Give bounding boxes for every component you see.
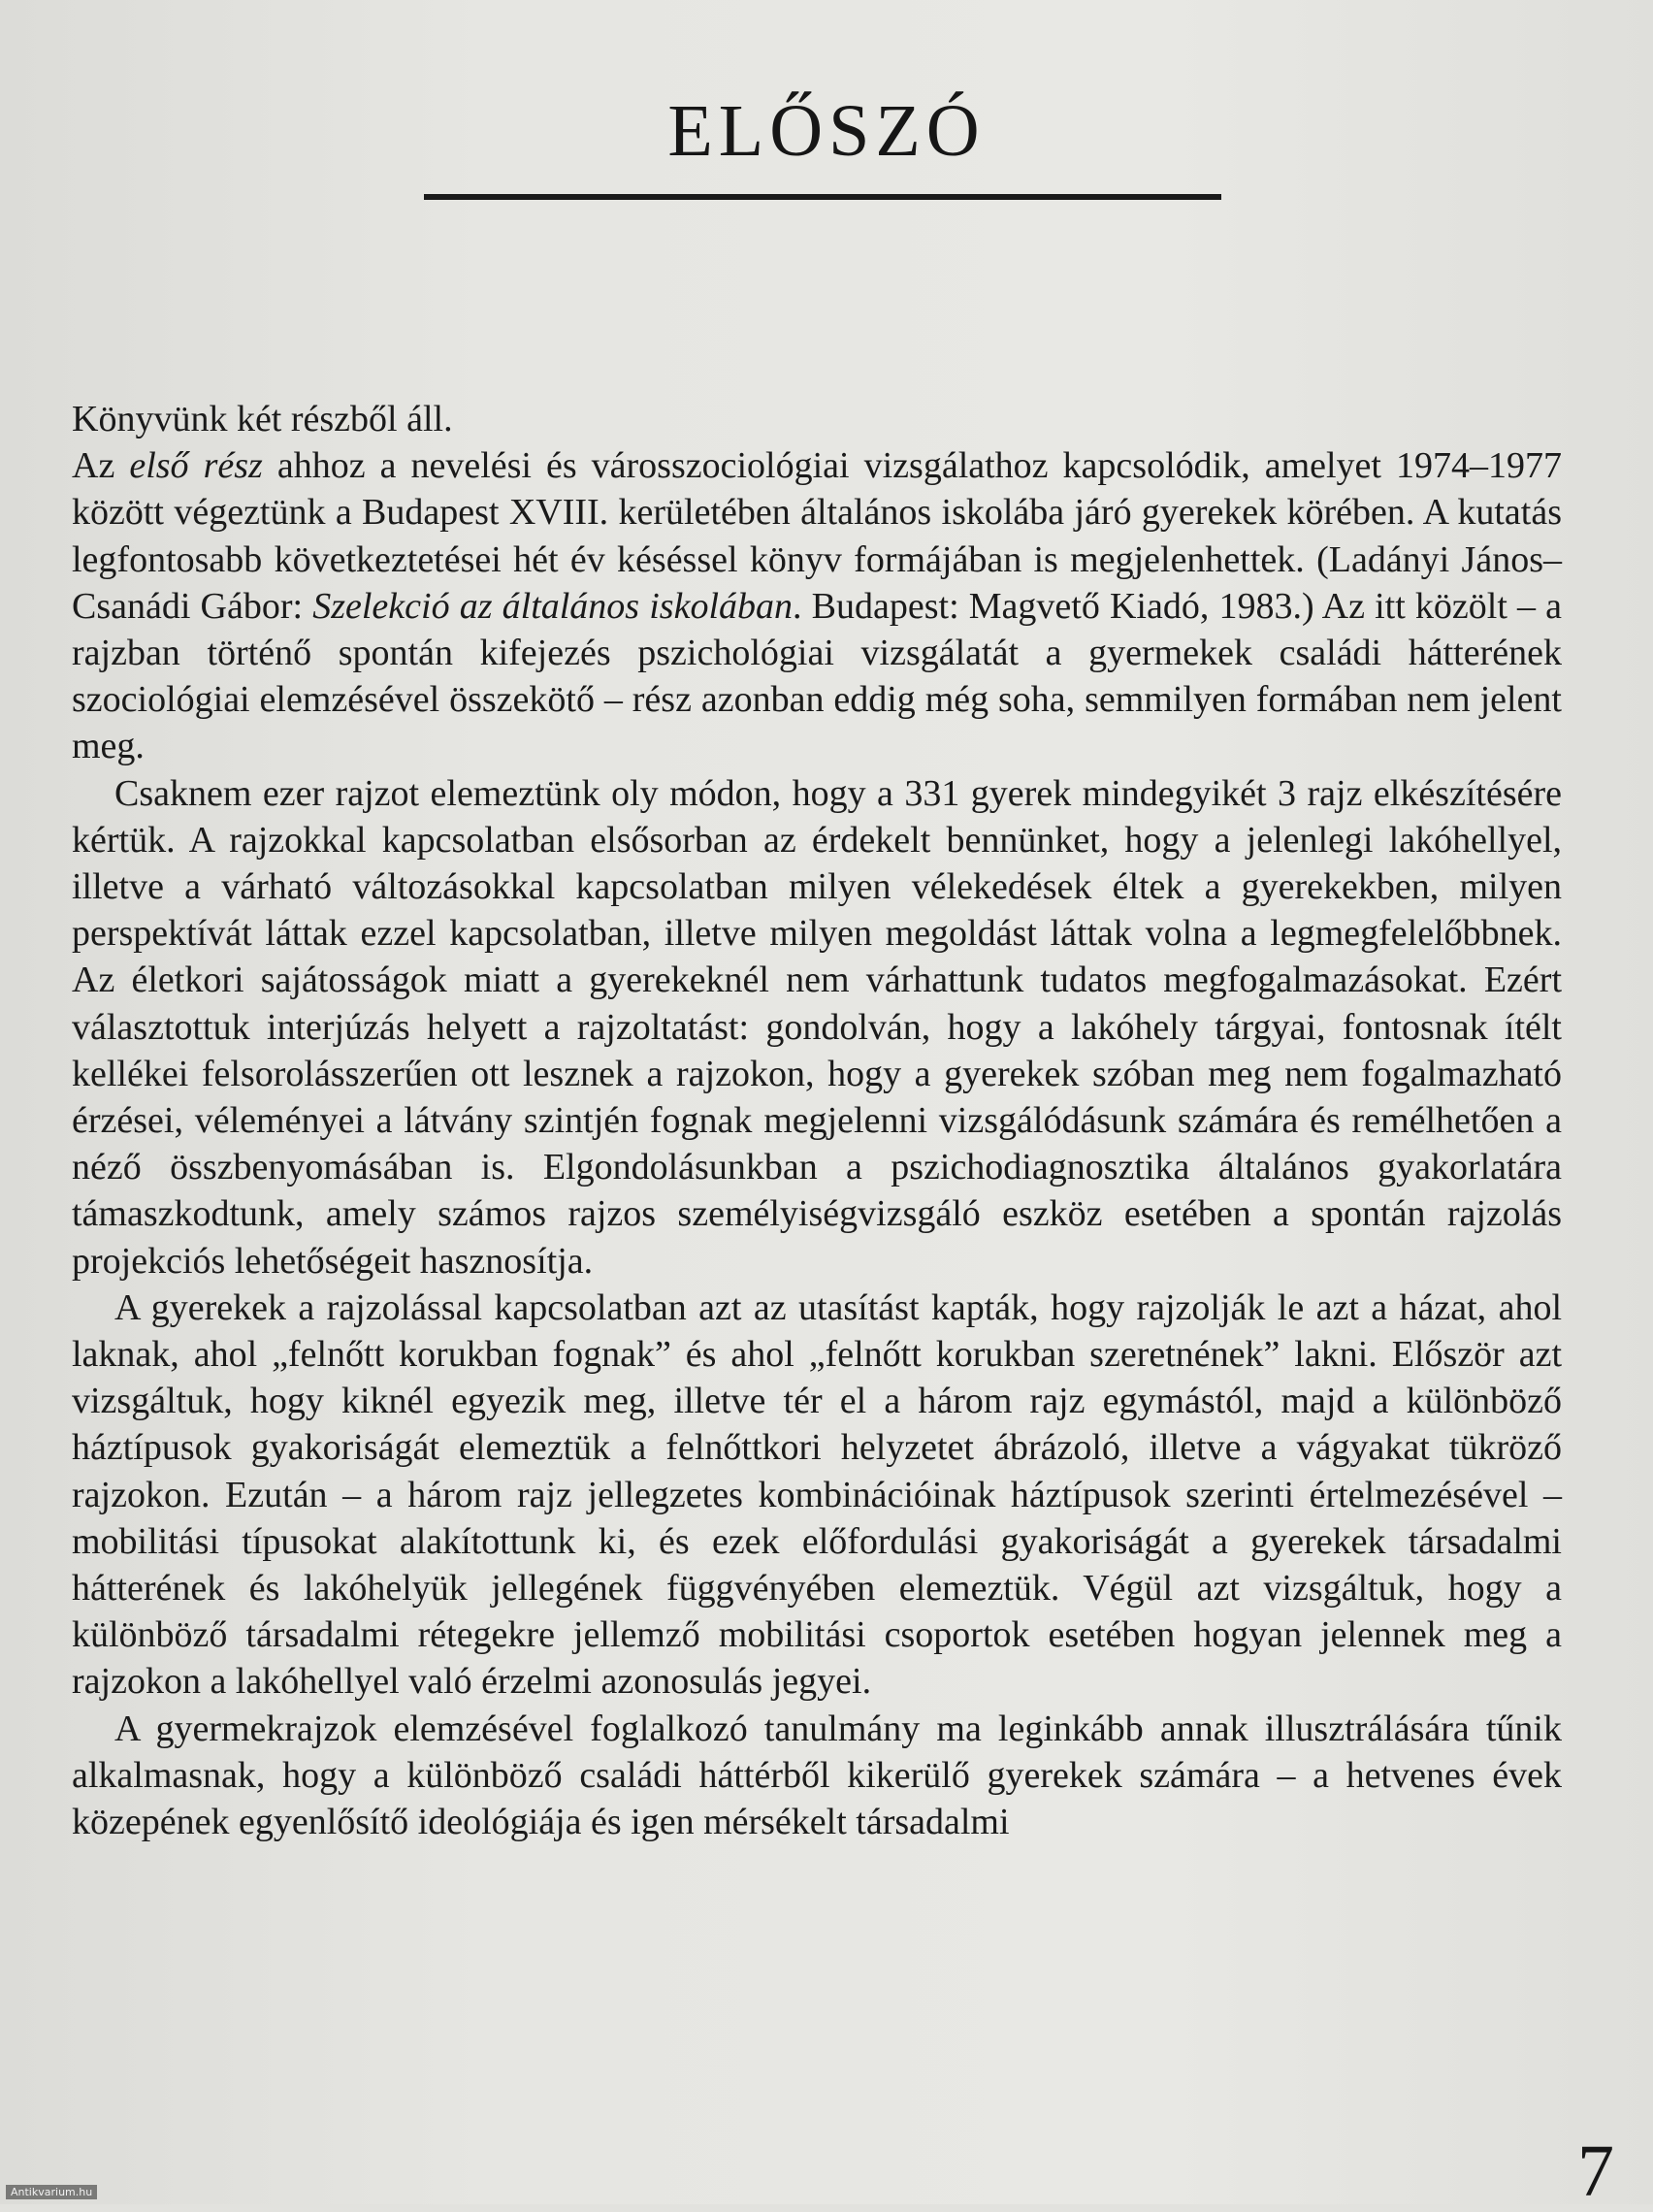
- watermark-label: Antikvarium.hu: [6, 2185, 97, 2199]
- paragraph-5: A gyermekrajzok elemzésével foglalkozó tanulmány ma leginkább annak illusztrálására tűnik alkalmasnak, hogy a különböző családi háttérből kikerülő gyerekek számára – a hetvenes évek közepének egyenlősítő ideológiája és igen mérsékelt társadalmi: [72, 1708, 1562, 1843]
- body-text: [72, 396, 1562, 1845]
- paragraph-1: Könyvünk két részből áll.: [72, 399, 453, 439]
- paragraph-2-part-a: Az: [72, 445, 130, 487]
- title-underline: [424, 194, 1221, 200]
- paragraph-3: Csaknem ezer rajzot elemeztünk oly módon, hogy a 331 gyerek mindegyikét 3 rajz elkészítésére kértük. A rajzokkal kapcsolatban elsősorban az érdekelt bennünket, hogy a jelenlegi lakóhellyel, illetve a várható változásokkal kapcsolatban milyen vélekedések éltek a gyerekekben, milyen perspektívát láttak ezzel kapcsolatban, illetve milyen megoldást láttak volna a legmegfelelőbbnek. Az életkori sajátosságok miatt a gyerekeknél nem várhattunk tudatos megfogalmazásokat. Ezért választottuk interjúzás helyett a rajzoltatást: gondolván, hogy a lakóhely tárgyai, fontosnak ítélt kellékei felsorolásszerűen ott lesznek a rajzokon, hogy a gyerekek szóban meg nem fogalmazható érzései, véleményei a látvány szintjén fognak megjelenni vizsgálódásunk számára és remélhetően a néző összbenyomásában is. Elgondolásunkban a pszichodiagnosztika általános gyakorlatára támaszkodtunk, amely számos rajzos személyiségvizsgáló eszköz esetében a spontán rajzolás projekciós lehetőségeit hasznosítja.: [72, 772, 1562, 1282]
- page-number: 7: [1577, 2131, 1614, 2212]
- paragraph-2-part-c: ahhoz a nevelési és városszociológiai vizsgálathoz kapcsolódik, amelyet 1974–1977 között végeztünk a Budapest XVIII. kerületében általános iskolába járó gyerekek körében. A kutatás legfontosabb következtetései hét év késéssel könyv formájában is megjelenhettek. (Ladányi János–Csanádi Gábor:: [72, 445, 1563, 627]
- paragraph-4: A gyerekek a rajzolással kapcsolatban azt az utasítást kapták, hogy rajzolják le azt a házat, ahol laknak, ahol „felnőtt korukban fognak” és ahol „felnőtt korukban szeretnének” lakni. Először azt vizsgáltuk, hogy kiknél egyezik meg, illetve tér el a három rajz egymástól, majd a különböző háztípusok gyakoriságát elemeztük a felnőttkori helyzetet ábrázoló, illetve a vágyakat tükröző rajzokon. Ezután – a három rajz jellegzetes kombinációinak háztípusok szerinti értelmezésével – mobilitási típusokat alakítottunk ki, és ezek előfordulási gyakoriságát a gyerekek társadalmi hátterének és lakóhelyük jellegének függvényében elemeztük. Végül azt vizsgáltuk, hogy a különböző társadalmi rétegekre jellemző mobilitási csoportok esetében hogyan jelennek meg a rajzokon a lakóhellyel való érzelmi azonosulás jegyei.: [72, 1286, 1562, 1703]
- page-title: ELŐSZÓ: [667, 90, 986, 172]
- paragraph-2-italic-book-title: Szelekció az általános iskolában: [312, 585, 794, 627]
- paragraph-2-part-e: . Budapest: Magvető Kiadó, 1983.) Az itt közölt – a rajzban történő spontán kifejezés pszichológiai vizsgálatát a gyermekek családi hátterének szociológiai elemzésével összekötő – rész azonban eddig még soha, semmilyen formában nem jelent meg.: [72, 585, 1563, 767]
- paragraph-2-italic-first-part: első rész: [129, 445, 263, 487]
- paragraph-2: [72, 442, 1562, 769]
